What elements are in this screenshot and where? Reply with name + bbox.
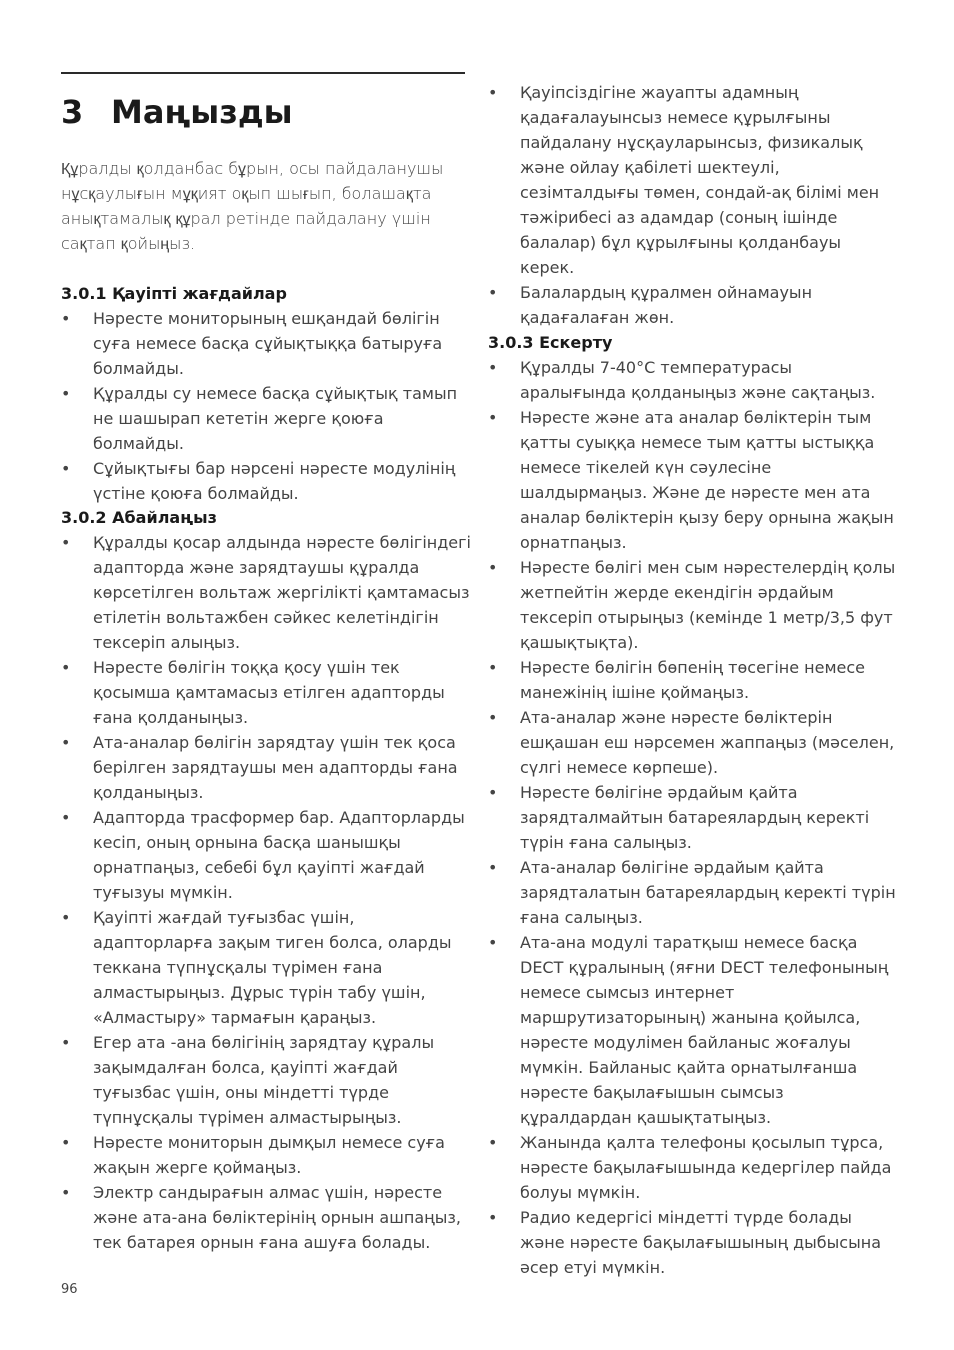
list-item-text: Егер ата -ана бөлігінің зарядтау құралы зақымдалған болса, қауіпті жағдай туғызбас үшін, оны міндетті түрде түпнұсқалы түрімен алмастырыңыз.	[93, 1033, 435, 1127]
chapter-number: 3	[61, 93, 84, 131]
list-item-text: Ата-аналар бөлігін зарядтау үшін тек қоса берілген зарядтаушы мен адапторды ғана қолданыңыз.	[93, 733, 458, 802]
list-item-text: Нәресте мониторын дымқыл немесе суға жақын жерге қоймаңыз.	[93, 1133, 445, 1177]
caution-list	[61, 530, 471, 1255]
list-item	[488, 355, 898, 405]
list-item	[488, 655, 898, 705]
chapter-title-text: Маңызды	[111, 93, 293, 131]
intro-paragraph: Құралды қолданбас бұрын, осы пайдаланушы нұсқаулығын мұқият оқып шығып, болашақта анықтамалық құрал ретінде пайдалану үшін сақтап қойыңыз.	[61, 159, 444, 253]
list-item-text: Нәресте мониторының ешқандай бөлігін суға немесе басқа сұйықтыққа батыруға болмайды.	[93, 309, 443, 378]
bullet-icon: •	[488, 708, 498, 727]
list-item	[61, 805, 471, 905]
list-item	[488, 555, 898, 655]
warning-list	[488, 355, 898, 1280]
list-item-text: Нәресте бөлігі мен сым нәрестелердің қолы жетпейтін жерде екендігін әрдайым тексеріп отырыңыз (кемінде 1 метр/3,5 фут қашықтықта).	[520, 558, 896, 652]
list-item-text: Ата-аналар және нәресте бөліктерін ешқашан еш нәрсемен жаппаңыз (мәселен, сүлгі немесе көрпеше).	[520, 708, 895, 777]
bullet-icon: •	[61, 384, 71, 403]
list-item	[488, 80, 898, 280]
bullet-icon: •	[488, 283, 498, 302]
list-item-text: Құралды су немесе басқа сұйықтық тамып не шашырап кететін жерге қоюға болмайды.	[93, 384, 458, 453]
section-hazards	[61, 281, 471, 506]
list-item	[61, 655, 471, 730]
section-warning	[488, 330, 898, 1280]
bullet-icon: •	[488, 408, 498, 427]
bullet-icon: •	[61, 1133, 71, 1152]
list-item	[61, 456, 471, 506]
list-item	[61, 530, 471, 655]
bullet-icon: •	[61, 1033, 71, 1052]
list-item	[61, 730, 471, 805]
section-responsibility	[488, 80, 898, 330]
bullet-icon: •	[488, 933, 498, 952]
list-item-text: Нәресте бөлігін бөпенің төсегіне немесе манежінің ішіне қоймаңыз.	[520, 658, 866, 702]
list-item	[488, 855, 898, 930]
list-item	[488, 1130, 898, 1205]
list-item-text: Нәресте бөлігіне әрдайым қайта зарядталмайтын батареялардың керекті түрін ғана салыңыз.	[520, 783, 870, 852]
bullet-icon: •	[488, 358, 498, 377]
section-heading-hazards: 3.0.1 Қауіпті жағдайлар	[61, 284, 287, 303]
list-item-text: Жанында қалта телефоны қосылып тұрса, нәресте бақылағышында кедергілер пайда болуы мүмкін.	[520, 1133, 892, 1202]
list-item-text: Балалардың құралмен ойнамауын қадағалаған жөн.	[520, 283, 813, 327]
list-item-text: Ата-ана модулі таратқыш немесе басқа DECT құралының (яғни DECT телефонының немесе сымсыз интернет маршрутизаторының) жанына қойылса, нәресте модулімен байланыс жоғалуы мүмкін. Байланыс қайта орнатылғанша нәресте бақылағышын сымсыз құралдардан қашықтатыңыз.	[520, 933, 889, 1127]
list-item-text: Нәресте бөлігін тоққа қосу үшін тек қосымша қамтамасыз етілген адапторды ғана қолданыңыз.	[93, 658, 445, 727]
list-item-text: Адапторда трасформер бар. Адапторларды кесіп, оның орнына басқа шанышқы орнатпаңыз, себебі бұл қауіпті жағдай туғызуы мүмкін.	[93, 808, 465, 902]
section-caution	[61, 505, 471, 1255]
bullet-icon: •	[488, 658, 498, 677]
bullet-icon: •	[488, 83, 498, 102]
hazards-list	[61, 306, 471, 506]
list-item-text: Құралды қосар алдында нәресте бөлігіндегі адапторда және зарядтаушы құралда көрсетілген вольтаж жергілікті қамтамасыз етілетін вольтажбен сәйкес келетіндігін тексеріп алыңыз.	[93, 533, 471, 652]
list-item	[61, 1130, 471, 1180]
bullet-icon: •	[61, 733, 71, 752]
bullet-icon: •	[488, 1208, 498, 1227]
list-item	[61, 1180, 471, 1255]
bullet-icon: •	[488, 1133, 498, 1152]
list-item-text: Қауіпсіздігіне жауапты адамның қадағалауынсыз немесе құрылғыны пайдалану нұсқауларынсыз, физикалық және ойлау қабілеті шектеулі, сезімталдығы төмен, сондай-ақ білімі мен тәжірибесі аз адамдар (соның ішінде балалар) бұл құрылғыны қолданбауы керек.	[520, 83, 880, 277]
list-item	[488, 280, 898, 330]
list-item	[61, 905, 471, 1030]
list-item-text: Құралды 7-40°C температурасы аралығында қолданыңыз және сақтаңыз.	[520, 358, 876, 402]
list-item	[488, 705, 898, 780]
top-rule	[61, 72, 465, 74]
list-item-text: Нәресте және ата аналар бөліктерін тым қатты суыққа немесе тым қатты ыстыққа немесе тікелей күн сәулесіне шалдырмаңыз. Және де нәресте мен ата аналар бөліктерін қызу беру орнына жақын орнатпаңыз.	[520, 408, 894, 552]
list-item	[488, 930, 898, 1130]
bullet-icon: •	[61, 533, 71, 552]
list-item	[61, 1030, 471, 1130]
list-item-text: Радио кедергісі міндетті түрде болады және нәресте бақылағышының дыбысына әсер етуі мүмкін.	[520, 1208, 881, 1277]
bullet-icon: •	[61, 459, 71, 478]
list-item	[488, 405, 898, 555]
page-number: 96	[61, 1282, 78, 1297]
bullet-icon: •	[488, 558, 498, 577]
list-item-text: Сұйықтығы бар нәрсені нәресте модулінің үстіне қоюға болмайды.	[93, 459, 456, 503]
section-heading-warning: 3.0.3 Ескерту	[488, 333, 613, 352]
bullet-icon: •	[61, 908, 71, 927]
list-item	[61, 381, 471, 456]
list-item	[488, 780, 898, 855]
bullet-icon: •	[61, 309, 71, 328]
responsibility-list	[488, 80, 898, 330]
list-item-text: Қауіпті жағдай туғызбас үшін, адапторларға зақым тиген болса, оларды теккана түпнұсқалы түрімен ғана алмастырыңыз. Дұрыс түрін табу үшін, «Алмастыру» тармағын қараңыз.	[93, 908, 452, 1027]
list-item	[61, 306, 471, 381]
bullet-icon: •	[488, 783, 498, 802]
chapter-title	[61, 90, 293, 134]
section-heading-caution: 3.0.2 Абайлаңыз	[61, 508, 217, 527]
list-item-text: Ата-аналар бөлігіне әрдайым қайта зарядталатын батареялардың керекті түрін ғана салыңыз.	[520, 858, 896, 927]
bullet-icon: •	[488, 858, 498, 877]
bullet-icon: •	[61, 658, 71, 677]
bullet-icon: •	[61, 1183, 71, 1202]
bullet-icon: •	[61, 808, 71, 827]
list-item	[488, 1205, 898, 1280]
list-item-text: Электр сандырағын алмас үшін, нәресте және ата-ана бөліктерінің орнын ашпаңыз, тек батарея орнын ғана ашуға болады.	[93, 1183, 461, 1252]
